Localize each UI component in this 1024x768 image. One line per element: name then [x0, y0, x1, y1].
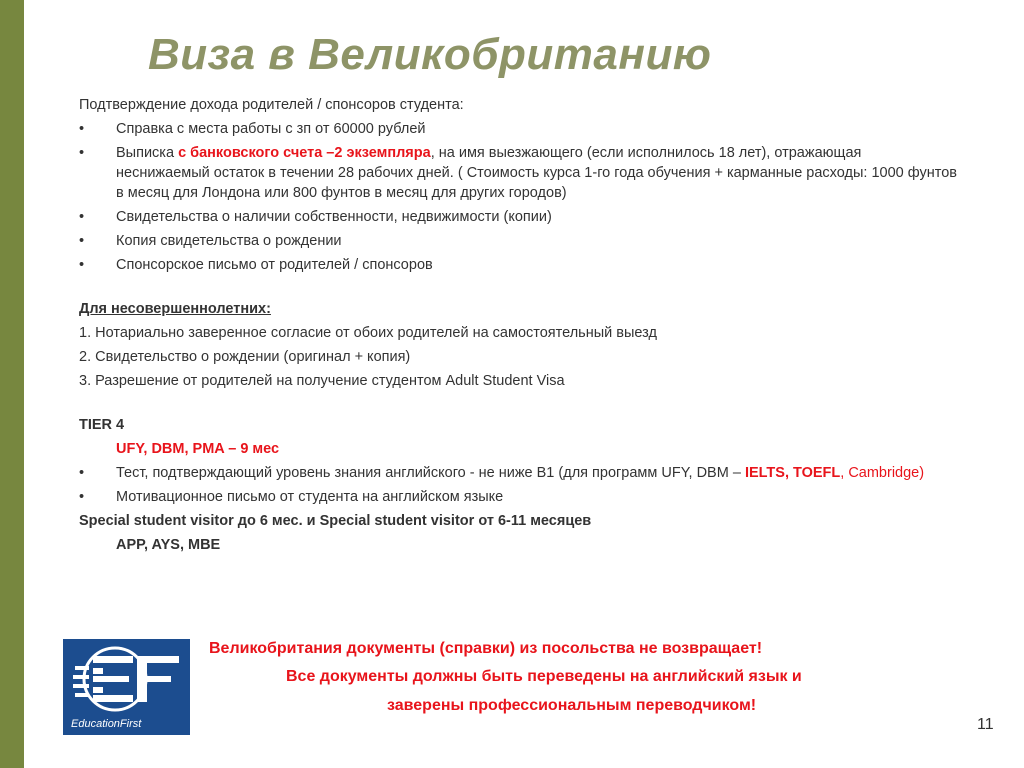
bullet-icon: • [79, 465, 85, 481]
tier4-test-text-c: , Cambridge) [840, 465, 925, 481]
income-item-2 [79, 141, 959, 205]
bullet-icon: • [79, 145, 85, 161]
minors-heading: Для несовершеннолетних: [79, 301, 271, 317]
tier4-letter-text: Мотивационное письмо от студента на английском языке [116, 489, 504, 505]
tier4-visitor: Special student visitor до 6 мес. и Special student visitor от 6-11 месяцев [79, 513, 592, 529]
income-item-1 [79, 117, 959, 141]
income-item-1-text: Справка с места работы с зп от 60000 рублей [116, 121, 426, 137]
bullet-icon: • [79, 489, 85, 505]
spacer [79, 277, 959, 297]
ef-logo [63, 639, 190, 735]
tier4-test [79, 461, 959, 485]
tier4-letter [79, 485, 959, 509]
page-number: 11 [977, 716, 994, 733]
minors-item-3: 3. Разрешение от родителей на получение студентом Adult Student Visa [79, 373, 565, 389]
notice-line-3: заверены профессиональным переводчиком! [387, 697, 757, 714]
bullet-icon: • [79, 121, 85, 137]
tier4-programs: UFY, DBM, PMA – 9 мес [116, 441, 280, 457]
income-item-2-highlight: с банковского счета –2 экземпляра [178, 145, 431, 161]
left-accent-bar [0, 0, 24, 768]
income-item-5-text: Спонсорское письмо от родителей / спонсоров [116, 257, 433, 273]
slide-content [79, 93, 959, 557]
tier4-test-text-a: Тест, подтверждающий уровень знания английского - не ниже В1 (для программ UFY, DBM – [116, 465, 745, 481]
income-item-5 [79, 253, 959, 277]
income-item-2-text-c: , на имя выезжающего (если исполнилось 18 лет), отражающая неснижаемый остаток в течении 28 рабочих дней. ( Стоимость курса 1-го года обучения + карманные расходы: 1000 фунтов в месяц для Лондона или 800 фунтов в месяц для других городов) [116, 145, 957, 201]
ef-logo-text: EducationFirst [71, 718, 142, 730]
income-item-4-text: Копия свидетельства о рождении [116, 233, 342, 249]
minors-item-2: 2. Свидетельство о рождении (оригинал + копия) [79, 349, 411, 365]
income-item-3-text: Свидетельства о наличии собственности, недвижимости (копии) [116, 209, 552, 225]
notice-line-1: Великобритания документы (справки) из посольства не возвращает! [209, 640, 763, 657]
minors-item-1: 1. Нотариально заверенное согласие от обоих родителей на самостоятельный выезд [79, 325, 657, 341]
slide-title: Виза в Великобританию [148, 30, 712, 79]
bullet-icon: • [79, 233, 85, 249]
bullet-icon: • [79, 257, 85, 273]
notice-line-2: Все документы должны быть переведены на английский язык и [286, 668, 802, 685]
income-heading: Подтверждение дохода родителей / спонсоров студента: [79, 97, 464, 113]
tier4-test-highlight: IELTS, TOEFL [744, 465, 841, 481]
bullet-icon: • [79, 209, 85, 225]
spacer [79, 393, 959, 413]
income-item-2-text-a: Выписка [116, 145, 179, 161]
income-item-3 [79, 205, 959, 229]
tier4-heading: TIER 4 [79, 417, 125, 433]
income-item-4 [79, 229, 959, 253]
tier4-visitor-programs: APP, AYS, MBE [116, 537, 221, 553]
